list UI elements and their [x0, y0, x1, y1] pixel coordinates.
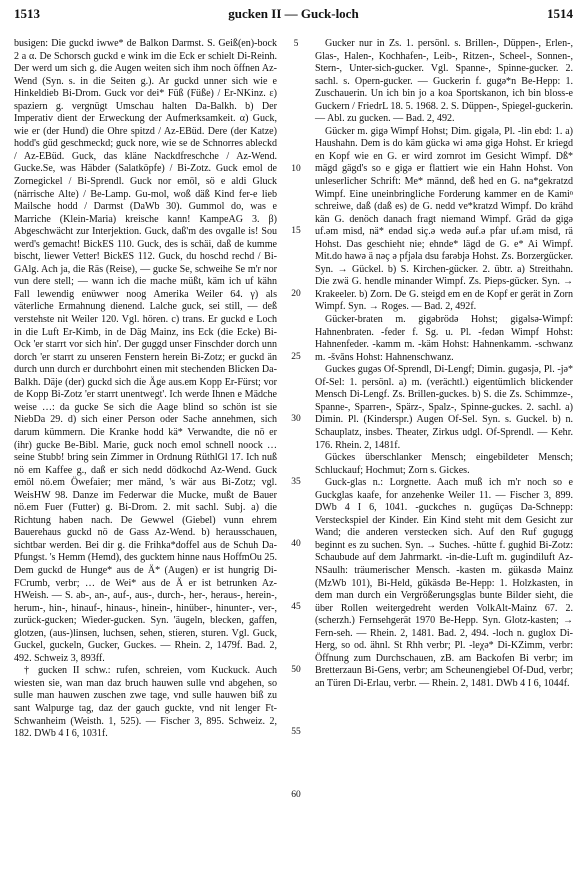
- entry-text: Guckes gugəs Of-Sprendl, Di-Lengf; Dimin. gugəsjə, Pl. -jə* Of-Sel: 1. persönl. a) m. (verächtl.) eigentümlich blickender Mensch Di-Lengf. Zs. Brillen-guckes. b) S. die Zs. Schimmze-, Spanne-, Sparren-, Spärz-, Spalz-, Spinne-guckes. 2. sachl. a) Dimin. Pl. (Kinderspr.) Augen Of-Sel. Syn. s. Guckel. b) n. Schauplatz, insbes. Theater, Zirkus udgl. Of-Sprendl. — Kehr. 176. Rhein. 2, 1481f.: [315, 364, 573, 451]
- line-number: 30: [291, 414, 301, 424]
- page-number-right: 1514: [547, 6, 573, 21]
- entry-text: Gücker m. gigə Wimpf Hohst; Dim. gigələ, Pl. -lin ebd: 1. a) Haushahn. Dem is do käm gückə wi əmə gigə Hohst. Er kriegd en Kopf wie en G. er wird zornrot im Gesicht Wimpf. Dß* mägd gägd's so e gigə er flattiert wie ein Hahn Hohst. Von unleserlicher Schrift: Me* männd, deß hed en G. na*gekratzd Wimpf. Eine uneinbringliche Forderung kammer en de Kamiⁿ schreiwe, daß (daß es) de G. nedd ve*kratzd Wimpf. Do krähd kän G. denöch danach fragt niemand Wimpf. Gräd də gigə uf.əm misd, nä* endəd siç.ə wedə əuf.ə pfar uf.əm misd, rä Hohst. Das geschieht nie; ehnde* lägd de G. e* Ai Wimpf. Mit.do hawə ä nəç ə pfjəla dsu fərəbjə Hohst. Zs. Borzergücker. Syn. → Gückel. b) S. Kirchen-gücker. 2. übtr. a) Streithahn. Die zwä G. hendle minander Wimpf. Zs. Pieps-gücker. Syn. → Krakeeler. b) Zorn. De G. steigd em en de Kopf er gerät in Zorn Wimpf. Syn. → Roges. — Bad. 2, 492f.: [315, 125, 573, 313]
- line-number: 50: [291, 665, 301, 675]
- line-number: 25: [291, 352, 301, 362]
- line-number: 5: [293, 39, 299, 49]
- line-number: 10: [291, 164, 301, 174]
- left-column: [14, 38, 277, 741]
- line-number: 15: [291, 226, 301, 236]
- entry-text: † gucken II schw.: rufen, schreien, vom Kuckuck. Auch wiesten sie, wan man daz bruch hauwen sulle vnd abgehen, so sulle man hauwen zuschen zwe tage, vnd sulle hauwen biß zu sant Walpurge tag, daz der gauch guckte, vnd nit lenger Ft-Schwanheim (Weisth. 1, 525). — Fischer 3, 895. Schweiz. 2, 182. DWb 4 I 6, 1031f.: [14, 665, 277, 740]
- entry-text: Gücker-braten m. gigəbrödə Hohst; gigəlsə-Wimpf: Hahnenbraten. -feder f. Sg. u. Pl. -fedən Wimpf Hohst: Hahnenfeder. -kamm m. -käm Hohst: Hahnenkamm. -schwanz m. -švāns Hohst: Hahnenschwanz.: [315, 314, 573, 363]
- running-head: gucken II — Guck-loch: [228, 6, 359, 21]
- line-number: 20: [291, 289, 301, 299]
- entry-text: Guck-glas n.: Lorgnette. Aach muß ich m'r noch so e Guckglas kaafe, for anzehenke Weiler 11. — Fischer 3, 899. DWb 4 I 6, 1041. -guckches n. gugüçəs Da-Schnepp: Versteckspiel der Kinder. Ein Kind steht mit dem Gesicht zur Wand; die anderen verstecken sich. Auf den Ruf gugugg beginnt es zu suchen. Syn. → Suches. -hütte f. gughid Bi-Zotz: Schaubude auf dem Jahrmarkt. -in-die-Luft m. gugindiluft Az-NSaulh: träumerischer Mensch. -kasten m. gükasdə Mainz (MzWb 101), Bi-Held, gükäsdə Be-Hepp: 1. Holzkasten, in dem man durch ein Vergrößerungsglas bunte Bilder sieht, die über Rollen weitergedreht werden VolkAlt-Mainz 67. 2. (scherzh.) Fernsehgerät 1970 Be-Hepp. Syn. Glotz-kasten; → Fern-seh. — Rhein. 2, 1481. Bad. 2, 494. -loch n. gugloх Di-Herg, so od. ähnl. St Rhh verbr; Pl. -leχə* Di-KZimm, verbr: Öffnung zum Durchschauen, zB. am Backofen Bi verbr; im Bretterzaun Bi-Gens, verbr; am Scheunengiebel Of-Dud, verbr; an Türen Di-Erlau, verbr. — Rhein. 2, 1481. DWb 4 I 6, 1044f.: [315, 477, 573, 689]
- page-number-left: 1513: [14, 6, 40, 21]
- entry-text: Gucker nur in Zs. 1. persönl. s. Brillen-, Düppen-, Erlen-, Glas-, Halen-, Kochhafen-, Leib-, Ritzen-, Scheel-, Sonnen-, Stern-, Unter-sich-gucker. Vgl. Spanne-, Spinne-gucker. 2. sachl. s. Opern-gucker. — Guckerin f. gugə*n Be-Hepp: 1. Zuschauerin. Un ich bin jo a koa Sportskanon, ich bin bloss-e Guckern / FriedrL 18. 5. 1968. 2. S. Düppen-, Spiegel-guckerin. — Abl. zu gucken. — Bad. 2, 492.: [315, 38, 573, 125]
- line-number: 55: [291, 727, 301, 737]
- right-column: [315, 38, 573, 690]
- line-number: 45: [291, 602, 301, 612]
- page-header: [14, 6, 573, 24]
- line-number: 40: [291, 539, 301, 549]
- entry-text: Gückes überschlanker Mensch; eingebildeter Mensch; Schluckauf; Hochmut; Zorn s. Gickes.: [315, 452, 573, 476]
- line-number: 35: [291, 477, 301, 487]
- line-number: 60: [291, 790, 301, 800]
- entry-text: busigen: Die guckd iwwe* de Balkon Darmst. S. Geiß(en)-bock 2 a α. De Schorsch guckd e wink im die Eck er schielt Di-Reinh. Der werd um sich g. die Augen weiten sich ihm noch öffnen Az-Wend (Syn. s. in die Seiten g.). Ar guckd unner sich wie e Hinkeldieb Bi-Drom. Guck vor dei* Füß (Füße) / Er-NKinz. ε) spaziern g. vergnügt Umschau halten Da-Balkh. b) Der Imperativ dient der Erweckung der Aufmerksamkeit. α) Guck, wie er (der Hund) die Ohre spitzd / Az-EBüd. Dere (der Katze) hodd's güd geschmeckd; guck nore, wie se de Schnorres ableckd / Az-EBüd. Guck, das kläne Nackdfreschche / Az-Wend. Gucke.Se, was Häbder (Salatköpfe) / Bi-Zotz. Guck emol de Zornegickel / Bi-Sprendl. Guck nor emöl, sö e aldi Gluck (närrische Alte) / Be-Lamp. Gu-mol, woß däß Kind fer-e lieb Mailsche hodd / Darmst (DaWb 30). Gummol do, was e Marriche (Klein-Maria) kreische kann! KampeAG 3. β) Abgeschwächt zur Interjektion. Guck, daß'm des ovgalle is! Sou werd's gemacht! BickES 110. Guck, des is schäi, daß de kumme bischt, liewer Vetter! BickES 112. Guck, du hoschd rechd / Bi-GAlg. Ach ja, die Räs (Reise), — gucke Se, schweihe Se m'r nor vun dere stell; — wann ich die mache müßt, käm ich uf kähn Fall lewendig enüwwer noog Amerika Weiler 64. γ) als väterliche Ermahnung dienend. Lalche guck, sei still, — deß verstehste nit Weiler 120. Vgl. hören. c) trans. Er guckd e Loch in die Luft Er-Kimb, in de Däg Mainz, ins Eck (die Ecke) Bi-Ock 'er starrt vor sich hin'. Der guggd unser Finschder dorch unn dorch 'er starrt zu unseren Fenstern herein Bi-Zotz; er guckd än durch unn durch er durchbohrt einen mit stechenden Blicken Da-Balkh. Däje (der) guckd sich die Äge aus.em Kopp Er-Fürst; vor de Kopp Bi-Zotz 'er starrt unentwegt'. Ich werde Ihnen e Mädche weise …: da gucke Se sich die Aage blind so schön ist sie NiebDa 29. d) sich einer Person oder Sache annehmen, sich darum kümmern. Die Kranke hodd kä* Verwandte, die nö er (ihr) gucke Be-Bibl. Marie, guck noch emol schnell noock … seine Stubb! bring sein Zimmer in Ordnung RüthlGl 17. Ich nuß nö em Kaffee g., daß er sich nedd dödkochd Az-Wend. Guck emöl nö.em Öwefaier; mer mänd, 's wär aus Bi-Zotz; vgl. WeisHW 98. Danze im Federwar die Mucke, mußt de Bauer nö.em Fuer (Futter) g. Bi-Drom. 2. mit sachl. Subj. a) die Richtung haben nach. De Gewwel (Giebel) vunn ehrem Bauerehaus guckd nö de Gass Az-Wend. b) herausschauen, sichtbar werden. Bei dir g. die Frihka*doffel aus de Schuh Da-Pfungst. 's Hemm (Hemd), des gucktem hinne naus HoffmOu 25. Dem guckd de Hunge* aus de Ä* (Augen) er ist hungrig Di-FCrumb, verbr; … de Wei* aus de Ä er ist betrunken Az-HWeish. — S. ab-, an-, auf-, aus-, durch-, her-, heraus-, herein-, herum-, hin-, hinauf-, hinaus-, hinein-, hinüber-, hinunter-, ver-, zurück-gucken; Wieder-gucken. Syn. 'äugeln, blecken, gaffen, glotzen, (aus-)linsen, luchsen, sehen, stieren, sturen. Vgl. Guck, Guckel, guckeln, Gucker, Guckes. — Rhein. 2, 1479f. Bad. 2, 492. Schweiz 3, 893ff.: [14, 38, 277, 664]
